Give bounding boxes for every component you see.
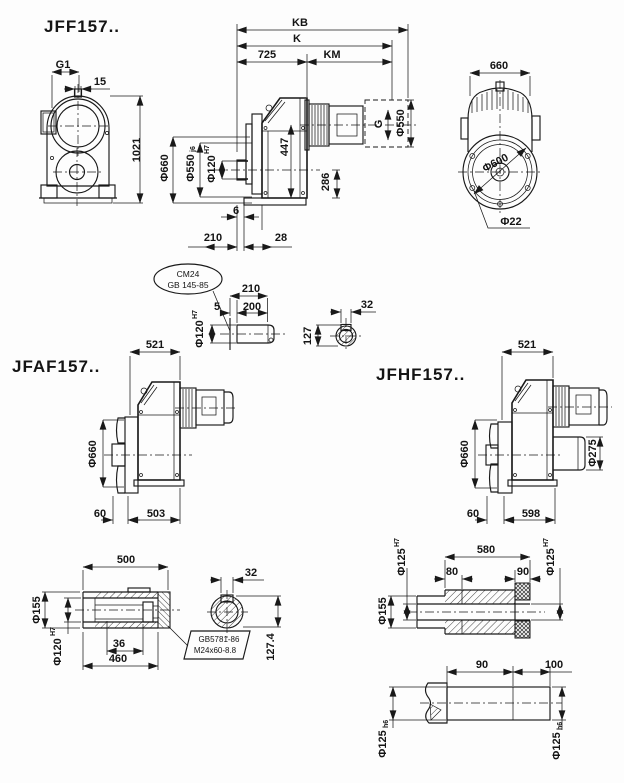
jfaf-view (87, 339, 238, 524)
title-jfaf157: JFAF157.. (12, 357, 101, 376)
dim-460: 460 (108, 653, 128, 665)
dim-g1: G1 (55, 59, 71, 71)
dim-phi125-bottom-right-tol: h6 (557, 721, 564, 730)
dim-210: 210 (203, 232, 223, 244)
dim-60-jfaf: 60 (93, 508, 107, 520)
dim-phi125-top-left-tol: H7 (394, 538, 401, 547)
dim-100: 100 (544, 659, 564, 671)
dim-phi660-jfhf: Φ660 (459, 440, 471, 468)
dim-32-detail: 32 (244, 567, 258, 579)
dim-phi120-side: Φ120 (206, 155, 218, 183)
dim-phi550-motor: Φ550 (395, 109, 407, 137)
dim-phi120-side-tol: H7 (204, 145, 211, 154)
dim-286: 286 (320, 172, 332, 192)
jff-back-view (458, 60, 542, 228)
dim-phi22: Φ22 (500, 216, 522, 228)
jff-shaft-detail (154, 264, 376, 352)
dim-80: 80 (445, 566, 459, 578)
dim-580: 580 (476, 544, 496, 556)
detail-shaft-right (377, 538, 572, 760)
dim-521-jfhf: 521 (517, 339, 537, 351)
dim-90-top: 90 (516, 566, 530, 578)
dim-36: 36 (112, 638, 126, 650)
dim-60-jfhf: 60 (466, 508, 480, 520)
dim-phi600: Φ600 (480, 151, 511, 176)
balloon-cm24: CM24 (176, 269, 200, 279)
dim-598: 598 (521, 508, 541, 520)
callout-m24: M24x60-8.8 (193, 646, 237, 655)
dim-phi660: Φ660 (159, 154, 171, 182)
dim-km: KM (323, 49, 341, 61)
dim-phi155-right: Φ155 (377, 597, 389, 625)
dim-phi120-detail: Φ120 (52, 638, 64, 666)
dim-127-4: 127.4 (265, 633, 277, 661)
balloon-gb145: GB 145-85 (167, 280, 209, 290)
dim-phi125-bottom-right: Φ125 (551, 732, 563, 760)
dim-521-jfaf: 521 (145, 339, 165, 351)
dim-phi120-shaft: Φ120 (194, 320, 206, 348)
dim-phi125-top-right: Φ125 (545, 548, 557, 576)
dim-phi155-left: Φ155 (31, 596, 43, 624)
dim-725: 725 (257, 49, 277, 61)
dim-200: 200 (242, 301, 262, 313)
title-jff157: JFF157.. (44, 17, 121, 36)
detail-hollow-shaft-left (31, 554, 281, 670)
dim-503: 503 (146, 508, 166, 520)
dim-phi125-top-left: Φ125 (396, 548, 408, 576)
dim-g: G (373, 119, 385, 129)
dim-phi550: Φ550 (185, 154, 197, 182)
jfhf-view (459, 339, 612, 524)
jff-side-view (159, 17, 416, 251)
dim-1021: 1021 (131, 137, 143, 163)
dim-90-bottom: 90 (475, 659, 489, 671)
dim-k: K (293, 33, 301, 45)
dim-28: 28 (274, 232, 288, 244)
dim-phi660-jfaf: Φ660 (87, 440, 99, 468)
dim-phi275: Φ275 (587, 439, 599, 467)
dim-127: 127 (302, 326, 314, 346)
dim-phi125-top-right-tol: H7 (543, 538, 550, 547)
dim-210-shaft: 210 (241, 283, 261, 295)
dim-5: 5 (213, 301, 221, 313)
dim-phi550-tol: j6 (190, 146, 197, 152)
dim-phi125-bottom-left-tol: h6 (383, 719, 390, 728)
dim-32-shaft: 32 (360, 299, 374, 311)
dim-phi120-shaft-tol: H7 (192, 310, 199, 319)
dim-15: 15 (93, 76, 107, 88)
dim-kb: KB (292, 17, 308, 29)
dim-phi120-detail-tol: H7 (50, 627, 57, 636)
dim-660: 660 (489, 60, 509, 72)
dim-500: 500 (116, 554, 136, 566)
dim-6: 6 (232, 205, 240, 217)
jff-front-view (39, 59, 143, 206)
title-jfhf157: JFHF157.. (376, 365, 466, 384)
dim-447: 447 (279, 137, 291, 157)
callout-gb5781: GB5781-86 (198, 635, 240, 644)
dim-phi125-bottom-left: Φ125 (377, 730, 389, 758)
